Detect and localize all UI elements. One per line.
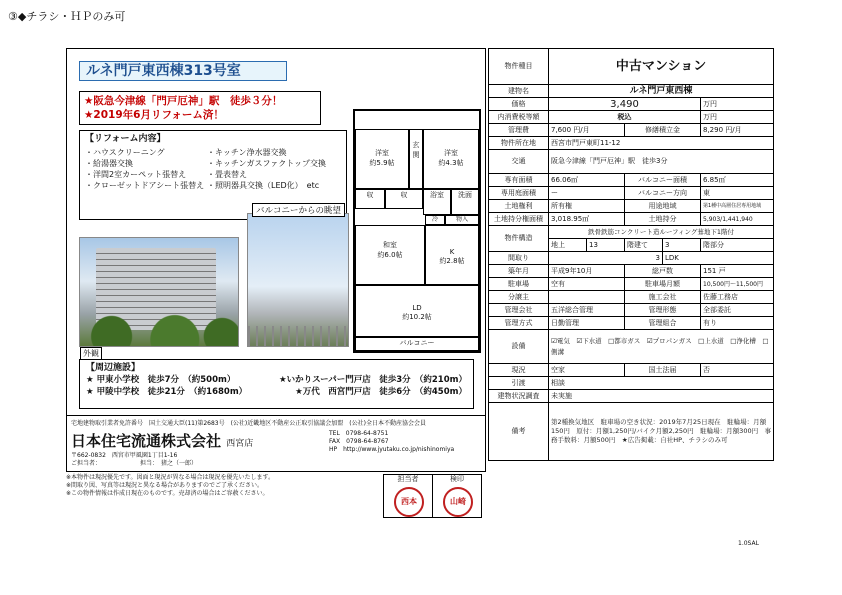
plan-bath: 浴室 xyxy=(423,189,451,215)
spec-value: 東 xyxy=(701,187,774,200)
spec-label: バルコニー方向 xyxy=(625,187,701,200)
spec-value: 7,600 円/月 xyxy=(549,124,625,137)
spec-value: 地上 xyxy=(549,239,587,252)
spec-label: 管理会社 xyxy=(489,304,549,317)
spec-value xyxy=(549,291,625,304)
spec-value-equipment: ☑電気 ☑下水道 □都市ガス ☑プロパンガス □上水道 □浄化槽 □側溝 xyxy=(549,330,774,364)
spec-value: 66.06㎡ xyxy=(549,174,625,187)
spec-value: 151 戸 xyxy=(701,265,774,278)
nearby-item: ★いかりスーパー門戸店 徒歩3分 （約210m） xyxy=(278,375,467,385)
spec-label: 間取り xyxy=(489,252,549,265)
spec-value-type: 中古マンション xyxy=(549,49,774,85)
staff: ご担当者： 担当： 猪之（一郎） xyxy=(71,460,198,467)
spec-label: 土地持分 xyxy=(625,213,701,226)
spec-label: 物件構造 xyxy=(489,226,549,252)
spec-label: 総戸数 xyxy=(625,265,701,278)
spec-value: 五洋総合管理 xyxy=(549,304,625,317)
license-line: 宅地建物取引業者免許番号 国土交通大臣(11)第2683号 (公社)近畿地区不動産公正取引協議会加盟 (公社)全日本不動産協会会員 xyxy=(71,420,426,427)
spec-value-price: 3,490 xyxy=(549,98,701,111)
spec-label: 管理組合 xyxy=(625,317,701,330)
spec-value: 3 xyxy=(549,252,663,265)
spec-value: 西宮市門戸東町11-12 xyxy=(549,137,774,150)
spec-label: 交通 xyxy=(489,150,549,174)
spec-value: 6.85㎡ xyxy=(701,174,774,187)
plan-washroom: 洗面 xyxy=(451,189,479,215)
spec-value: 13 xyxy=(587,239,625,252)
contact-info xyxy=(329,430,454,454)
spec-value: 空有 xyxy=(549,278,625,291)
plan-room-japanese: 和室 約6.0帖 xyxy=(355,225,425,285)
spec-label: 専有面積 xyxy=(489,174,549,187)
spec-value: 阪急今津線「門戸厄神」駅 徒歩3分 xyxy=(549,150,774,174)
spec-unit: 万円 xyxy=(701,111,774,124)
nearby-item: ★万代 西宮門戸店 徒歩6分 （約450m） xyxy=(295,387,467,397)
spec-label: 土地持分権面積 xyxy=(489,213,549,226)
spec-label: 建物状況調査 xyxy=(489,390,549,403)
spec-label: 土地権利 xyxy=(489,200,549,213)
reform-item: ・ハウスクリーニング xyxy=(85,148,165,157)
stamp-boxes xyxy=(384,474,482,518)
stamp-label: 担当者 xyxy=(397,475,419,483)
seal-stamp-icon: 山崎 xyxy=(443,487,473,517)
plan-entrance: 玄関 xyxy=(409,129,423,189)
spec-value: 空家 xyxy=(549,364,625,377)
nearby-item: ★ 甲東小学校 徒歩7分 （約500m） xyxy=(86,375,236,385)
spec-value: 鉄骨鉄筋コンクリート造ルーフィング葺地下1階付 xyxy=(549,226,774,239)
spec-label: 建物名 xyxy=(489,85,549,98)
spec-label: 物件所在地 xyxy=(489,137,549,150)
flyer-left-panel xyxy=(66,48,486,472)
agent-address xyxy=(71,452,197,468)
balcony-view-photo xyxy=(247,206,349,347)
spec-value: 8,290 円/月 xyxy=(701,124,774,137)
spec-label: 現況 xyxy=(489,364,549,377)
spec-value: 税込 xyxy=(549,111,701,124)
plan-kitchen: K 約2.8帖 xyxy=(425,225,479,285)
spec-label: 管理費 xyxy=(489,124,549,137)
footer-note: ※この物件情報は作成日現在のものです。売却済の場合はご容赦ください。 xyxy=(66,490,269,497)
spec-label: 施工会社 xyxy=(625,291,701,304)
nearby-item: ★ 甲陵中学校 徒歩21分 （約1680m） xyxy=(86,387,248,397)
spec-label: 設備 xyxy=(489,330,549,364)
nearby-facilities xyxy=(79,359,474,409)
footer-note: ※間取り図、写真等は現況と異なる場合がありますのでご了承ください。 xyxy=(66,482,264,489)
trees-shape xyxy=(80,314,238,346)
reform-item: ・洋間2室カーペット張替え xyxy=(85,170,187,179)
plan-room-western-2: 洋室 約4.3帖 xyxy=(423,129,479,189)
plan-closet: 収 xyxy=(385,189,423,209)
spec-value: LDK xyxy=(663,252,774,265)
spec-value: 所有権 xyxy=(549,200,625,213)
footer-note: ※本物件は現況優先です。図面と現況が異なる場合は現況を優先いたします。 xyxy=(66,474,275,481)
reform-item: ・畳表替え xyxy=(207,170,247,179)
publication-note: ③◆チラシ・ＨＰのみ可 xyxy=(8,10,126,23)
plan-storage: 収 xyxy=(355,189,385,209)
reform-heading: 【リフォーム内容】 xyxy=(85,134,166,144)
spec-value: 平成9年10月 xyxy=(549,265,625,278)
revision-code: 1.0SAL xyxy=(738,540,759,547)
footer-notes xyxy=(66,474,486,520)
stamp-label: 検印 xyxy=(450,475,464,483)
spec-label: 管理形態 xyxy=(625,304,701,317)
spec-value: 第1種中高層住居専用地域 xyxy=(701,200,774,213)
spec-value: 階建て xyxy=(625,239,663,252)
plan-room-western-1: 洋室 約5.9帖 xyxy=(355,129,409,189)
spec-value: 5,903/1,441,940 xyxy=(701,213,774,226)
exterior-caption: 外観 xyxy=(80,347,102,360)
spec-value: 3,018.95㎡ xyxy=(549,213,625,226)
spec-label: バルコニー面積 xyxy=(625,174,701,187)
spec-value: 日勤管理 xyxy=(549,317,625,330)
property-title: ルネ門戸東西棟313号室 xyxy=(79,61,287,81)
spec-label: 用途地域 xyxy=(625,200,701,213)
seal-stamp-icon: 西本 xyxy=(394,487,424,517)
promo-box xyxy=(79,91,321,125)
address: 〒662-0832 西宮市甲風園1丁目1-16 xyxy=(71,452,178,459)
spec-value: 全部委託 xyxy=(701,304,774,317)
spec-label: 管理方式 xyxy=(489,317,549,330)
reform-item: ・照明器具交換（LED化） etc xyxy=(207,181,320,190)
balcony-rail-shape xyxy=(248,326,348,346)
spec-label: 修繕積立金 xyxy=(625,124,701,137)
spec-sheet xyxy=(488,48,773,524)
reform-item: ・クローゼットドアシート張替え xyxy=(85,181,205,190)
promo-line-reform: ★2019年6月リフォーム済！ xyxy=(84,109,224,121)
spec-value: 佐藤工務店 xyxy=(701,291,774,304)
spec-value-remarks: 第2種換気地区 駐車場の空き状況：2019年7月25日現在 駐輪場：月額150円 原付：月額1,250円/バイク月額2,250円 駐輪場：月額300円 事務手数料：月額500円 ★広告掲載：自社HP、チラシのみ可 xyxy=(549,403,774,461)
spec-value: 未実施 xyxy=(549,390,774,403)
spec-label: 引渡 xyxy=(489,377,549,390)
spec-label: 国土法届 xyxy=(625,364,701,377)
fax: FAX 0798-64-8767 xyxy=(329,438,389,445)
spec-label: 内消費税等額 xyxy=(489,111,549,124)
spec-label: 備考 xyxy=(489,403,549,461)
plan-balcony: バルコニー xyxy=(355,337,479,351)
plan-fridge: 冷 xyxy=(425,215,445,225)
plan-cupboard: 物入 xyxy=(445,215,479,225)
agent-box xyxy=(67,415,485,472)
spec-value: 否 xyxy=(701,364,774,377)
spec-label: 物件種目 xyxy=(489,49,549,85)
spec-value: 相談 xyxy=(549,377,774,390)
spec-value: 有り xyxy=(701,317,774,330)
spec-label: 価格 xyxy=(489,98,549,111)
reform-item: ・キッチン浄水器交換 xyxy=(207,148,287,157)
spec-value: 3 xyxy=(663,239,701,252)
spec-unit: 万円 xyxy=(701,98,774,111)
spec-label: 駐車場月額 xyxy=(625,278,701,291)
spec-label: 駐車場 xyxy=(489,278,549,291)
company-label: 日本住宅流通株式会社 xyxy=(71,432,222,450)
branch-label: 西宮店 xyxy=(226,439,254,449)
spec-value: 10,500円～11,500円 xyxy=(701,278,774,291)
promo-line-station: ★阪急今津線「門戸厄神」駅 徒歩３分！ xyxy=(84,95,283,107)
plan-living-dining: LD 約10.2帖 xyxy=(355,285,479,337)
stamp-box-check xyxy=(432,474,482,518)
nearby-heading: 【周辺施設】 xyxy=(86,363,141,373)
exterior-photo xyxy=(79,237,239,358)
spec-value: 階部分 xyxy=(701,239,774,252)
spec-value: ルネ門戸東西棟 xyxy=(549,85,774,98)
balcony-view-caption: バルコニーからの眺望 xyxy=(252,203,345,217)
floor-plan xyxy=(353,109,481,353)
company-name xyxy=(71,430,253,451)
spec-label: 分譲主 xyxy=(489,291,549,304)
reform-item: ・給湯器交換 xyxy=(85,159,133,168)
spec-value: ー xyxy=(549,187,625,200)
spec-label: 専用庭面積 xyxy=(489,187,549,200)
reform-item: ・キッチンガスファクトップ交換 xyxy=(207,159,327,168)
spec-label: 築年月 xyxy=(489,265,549,278)
homepage: HP http://www.jyutaku.co.jp/nishinomiya xyxy=(329,446,455,453)
stamp-box-staff xyxy=(383,474,433,518)
spec-table xyxy=(488,48,774,461)
tel: TEL 0798-64-8751 xyxy=(329,430,389,437)
